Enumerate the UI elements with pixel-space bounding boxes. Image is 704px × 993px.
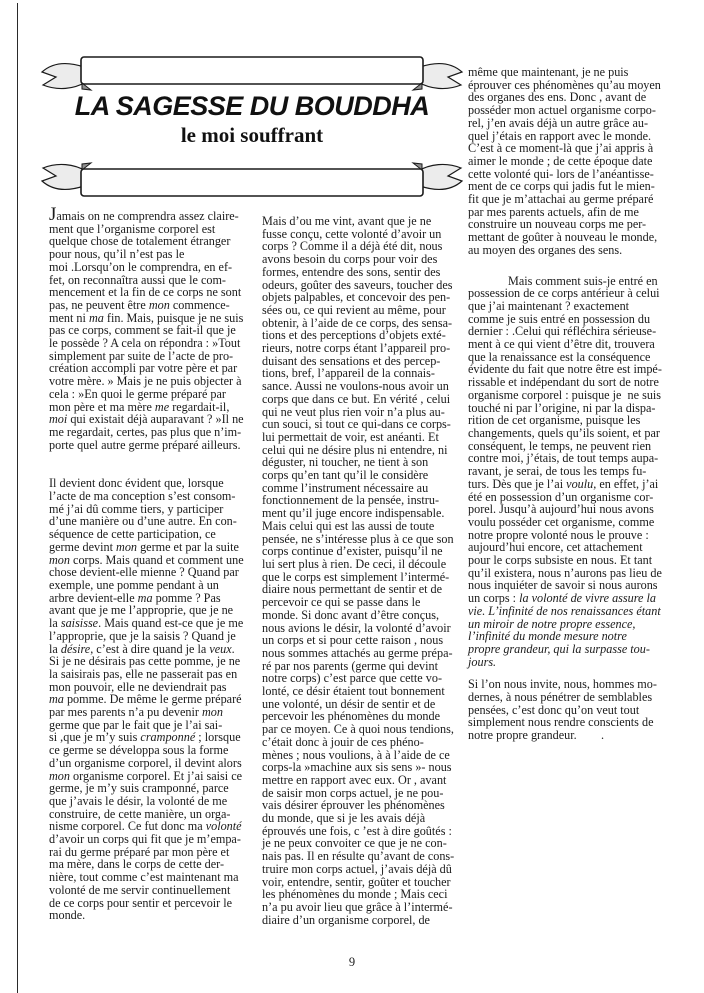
text-column-1 xyxy=(49,204,251,923)
ribbon-banner-top-icon xyxy=(38,55,466,93)
paragraph: Mais comment suis-je entré en possession de ce corps antérieur à celui que j’ai maintenant ? exactement comme je suis entré en possession du dernier : .Celui qui réfléchira sérieuse- ment à ce qui vient d’être dit, trouvera que la renaissance est la conséquence évidente du fait que notre être est impé- rissable et indépendant du sort de notre organisme corporel : puisque je ne suis touché ni par l’origine, ni par la dispa- rition de cet organisme, puisque les changements, quels qu’ils soient, et par conséquent, le temps, ne peuvent rien contre moi, j’étais, de tout temps aupa- ravant, je serai, de tous les temps fu- turs. Dès que je l’ai voulu, en effet, j’ai été en possession d’un organisme cor- porel. Jusqu’à aujourd’hui nous avons voulu posséder cet organisme, comme notre propre volonté nous le prouve : aujourd’hui encore, cet attachement pour le corps subsiste en nous. Et tant qu’il existera, nous n’aurons pas lieu de nous inquiéter de savoir si nous aurons un corps : la volonté de vivre assure la vie. L’infinité de nos renaissances étant un miroir de notre propre essence, l’infinité du monde mesure notre propre grandeur, qui la surpasse tou- jours. xyxy=(468,273,662,669)
paragraph: Si l’on nous invite, nous, hommes mo- dernes, à nous pénétrer de semblables pensées, c’est donc qu’on veut tout simplement nous rendre conscients de notre propre grandeur. . xyxy=(468,677,657,743)
page-left-edge-rule xyxy=(17,3,18,993)
paragraph: Il devient donc évident que, lorsque l’acte de ma conception s’est consom- mé j’ai dû comme tiers, y participer d’une manière ou d’une autre. En con- séquence de cette participation, ce germe devint mon germe et par la suite mon corps. Mais quand et comment une chose devient-elle mienne ? Quand par exemple, une pomme pendant à un arbre devient-elle ma pomme ? Pas avant que je me l’approprie, que je ne la saisisse. Mais quand est-ce que je me l’approprie, que je la saisis ? Quand je la désire, c’est à dire quand je la veux. Si je ne désirais pas cette pomme, je ne la saisirais pas, elle ne passerait pas en mon pouvoir, elle ne deviendrait pas ma pomme. De même le germe préparé par mes parents n’a pu devenir mon germe que par le fait que je l’ai sai- si ,que je m’y suis cramponné ; lorsque ce germe se développa sous la forme d’un organisme corporel, il devint alors mon organisme corporel. Et j’ai saisi ce germe, je m’y suis cramponné, parce que j’avais le désir, la volonté de me construire, de cette manière, un orga- nisme corporel. Ce fut donc ma volonté d’avoir un corps qui fit que je m’empa- rai du germe préparé par mon père et ma mère, dans le corps de cette der- nière, tout comme c’est maintenant ma volonté de me servir continuellement de ce corps pour sentir et percevoir le monde. xyxy=(49,476,244,923)
page-number: 9 xyxy=(348,955,356,969)
article-header xyxy=(38,55,466,201)
article-subtitle: le moi souffrant xyxy=(180,123,324,147)
ribbon-banner-bottom-icon xyxy=(38,160,466,198)
article-title: LA SAGESSE DU BOUDDHA xyxy=(74,91,430,121)
text-column-3 xyxy=(468,66,674,742)
paragraph: Jamais on ne comprendra assez claire- ment que l’organisme corporel est quelque chose de totalement étranger pour nous, qu’il n’est pas le moi .Lorsqu’on le comprendra, en ef- fet, on reconnaîtra aussi que le com- mencement et la fin de ce corps ne sont pas, ne peuvent être mon commence- ment ni ma fin. Mais, puisque je ne suis pas ce corps, comment se fait-il que je le possède ? A cela on répondra : »Tout simplement par suite de l’acte de pro- création accompli par votre père et par votre mère. » Mais je ne puis objecter à cela : »En quoi le germe préparé par mon père et ma mère me regardait-il, moi qui existait déjà auparavant ? »Il ne me regardait, certes, pas plus que n’im- porte quel autre germe préparé ailleurs. xyxy=(49,204,244,452)
paragraph: même que maintenant, je ne puis éprouver ces phénomènes qu’au moyen des organes des ens. Donc , avant de posséder mon actuel organisme corpo- rel, j’en avais déjà un autre grâce au- quel j’étais en rapport avec le monde. C’est à ce moment-là que j’ai appris à aimer le monde ; de cette époque date cette volonté qui- lors de l’anéantisse- ment de ce corps qui jadis fut le mien- fit que je m’attachai au germe préparé par mes parents actuels, afin de me construire un nouveau corps me per- mettant de goûter à nouveau le monde, au moyen des organes des sens. xyxy=(468,65,661,257)
text-column-2 xyxy=(262,215,464,926)
paragraph: Mais d’ou me vint, avant que je ne fusse conçu, cette volonté d’avoir un corps ? Comme il a déjà été dit, nous avons besoin du corps pour voir des formes, entendre des sons, sentir des odeurs, goûter des saveurs, toucher des objets palpables, et concevoir des pen- sées ou, ce qui revient au même, pour obtenir, à l’aide de ce corps, des sensa- tions et des perceptions d’objets exté- rieurs, notre corps étant l’appareil pro- duisant des sensations et des percep- tions, bref, l’appareil de la connais- sance. Aussi ne voulons-nous avoir un corps que dans ce but. En vérité , celui qui ne veut plus rien voir n’a plus au- cun souci, si tout ce qui-dans ce corps- lui permettait de voir, est anéanti. Et celui qui ne désire plus ni entendre, ni déguster, ni toucher, ne tient à son corps qu’en tant qu’il le considère comme l’instrument nécessaire au fonctionnement de la pensée, instru- ment qu’il juge encore indispensable. Mais celui qui est las aussi de toute pensée, ne s’intéresse plus à ce que son corps continue d’exister, puisqu’il ne lui sert plus à rien. De ceci, il découle que le corps est simplement l’intermé- diaire nous permettant de sentir et de percevoir ce qui se passe dans le monde. Si donc avant d’être conçus, nous avions le désir, la volonté d’avoir un corps et si pour cette raison , nous nous sommes attachés au germe prépa- ré par nos parents (germe qui devint notre corps) c’est parce que cette vo- lonté, ce désir étaient tout bonnement une volonté, un désir de sentir et de percevoir les phénomènes du monde par ce moyen. Ce à quoi nous tendions, c’était donc à jouir de ces phéno- mènes ; nous voulions, à à l’aide de ce corps-la »machine aux sis sens »- nous mettre en rapport avec eux. Or , avant de saisir mon corps actuel, je ne pou- vais désirer éprouver les phénomènes du monde, que si je les avais déjà éprouvés une fois, c ’est à dire goûtés : je ne peux convoiter ce que je ne con- nais pas. Il en résulte qu’avant de cons- truire mon corps actuel, j’avais déjà dû voir, entendre, sentir, goûter et toucher les phénomènes du monde ; Mais ceci n’a pu avoir lieu que grâce à l’intermé- diaire d’un organisme corporel, de xyxy=(262,214,455,927)
